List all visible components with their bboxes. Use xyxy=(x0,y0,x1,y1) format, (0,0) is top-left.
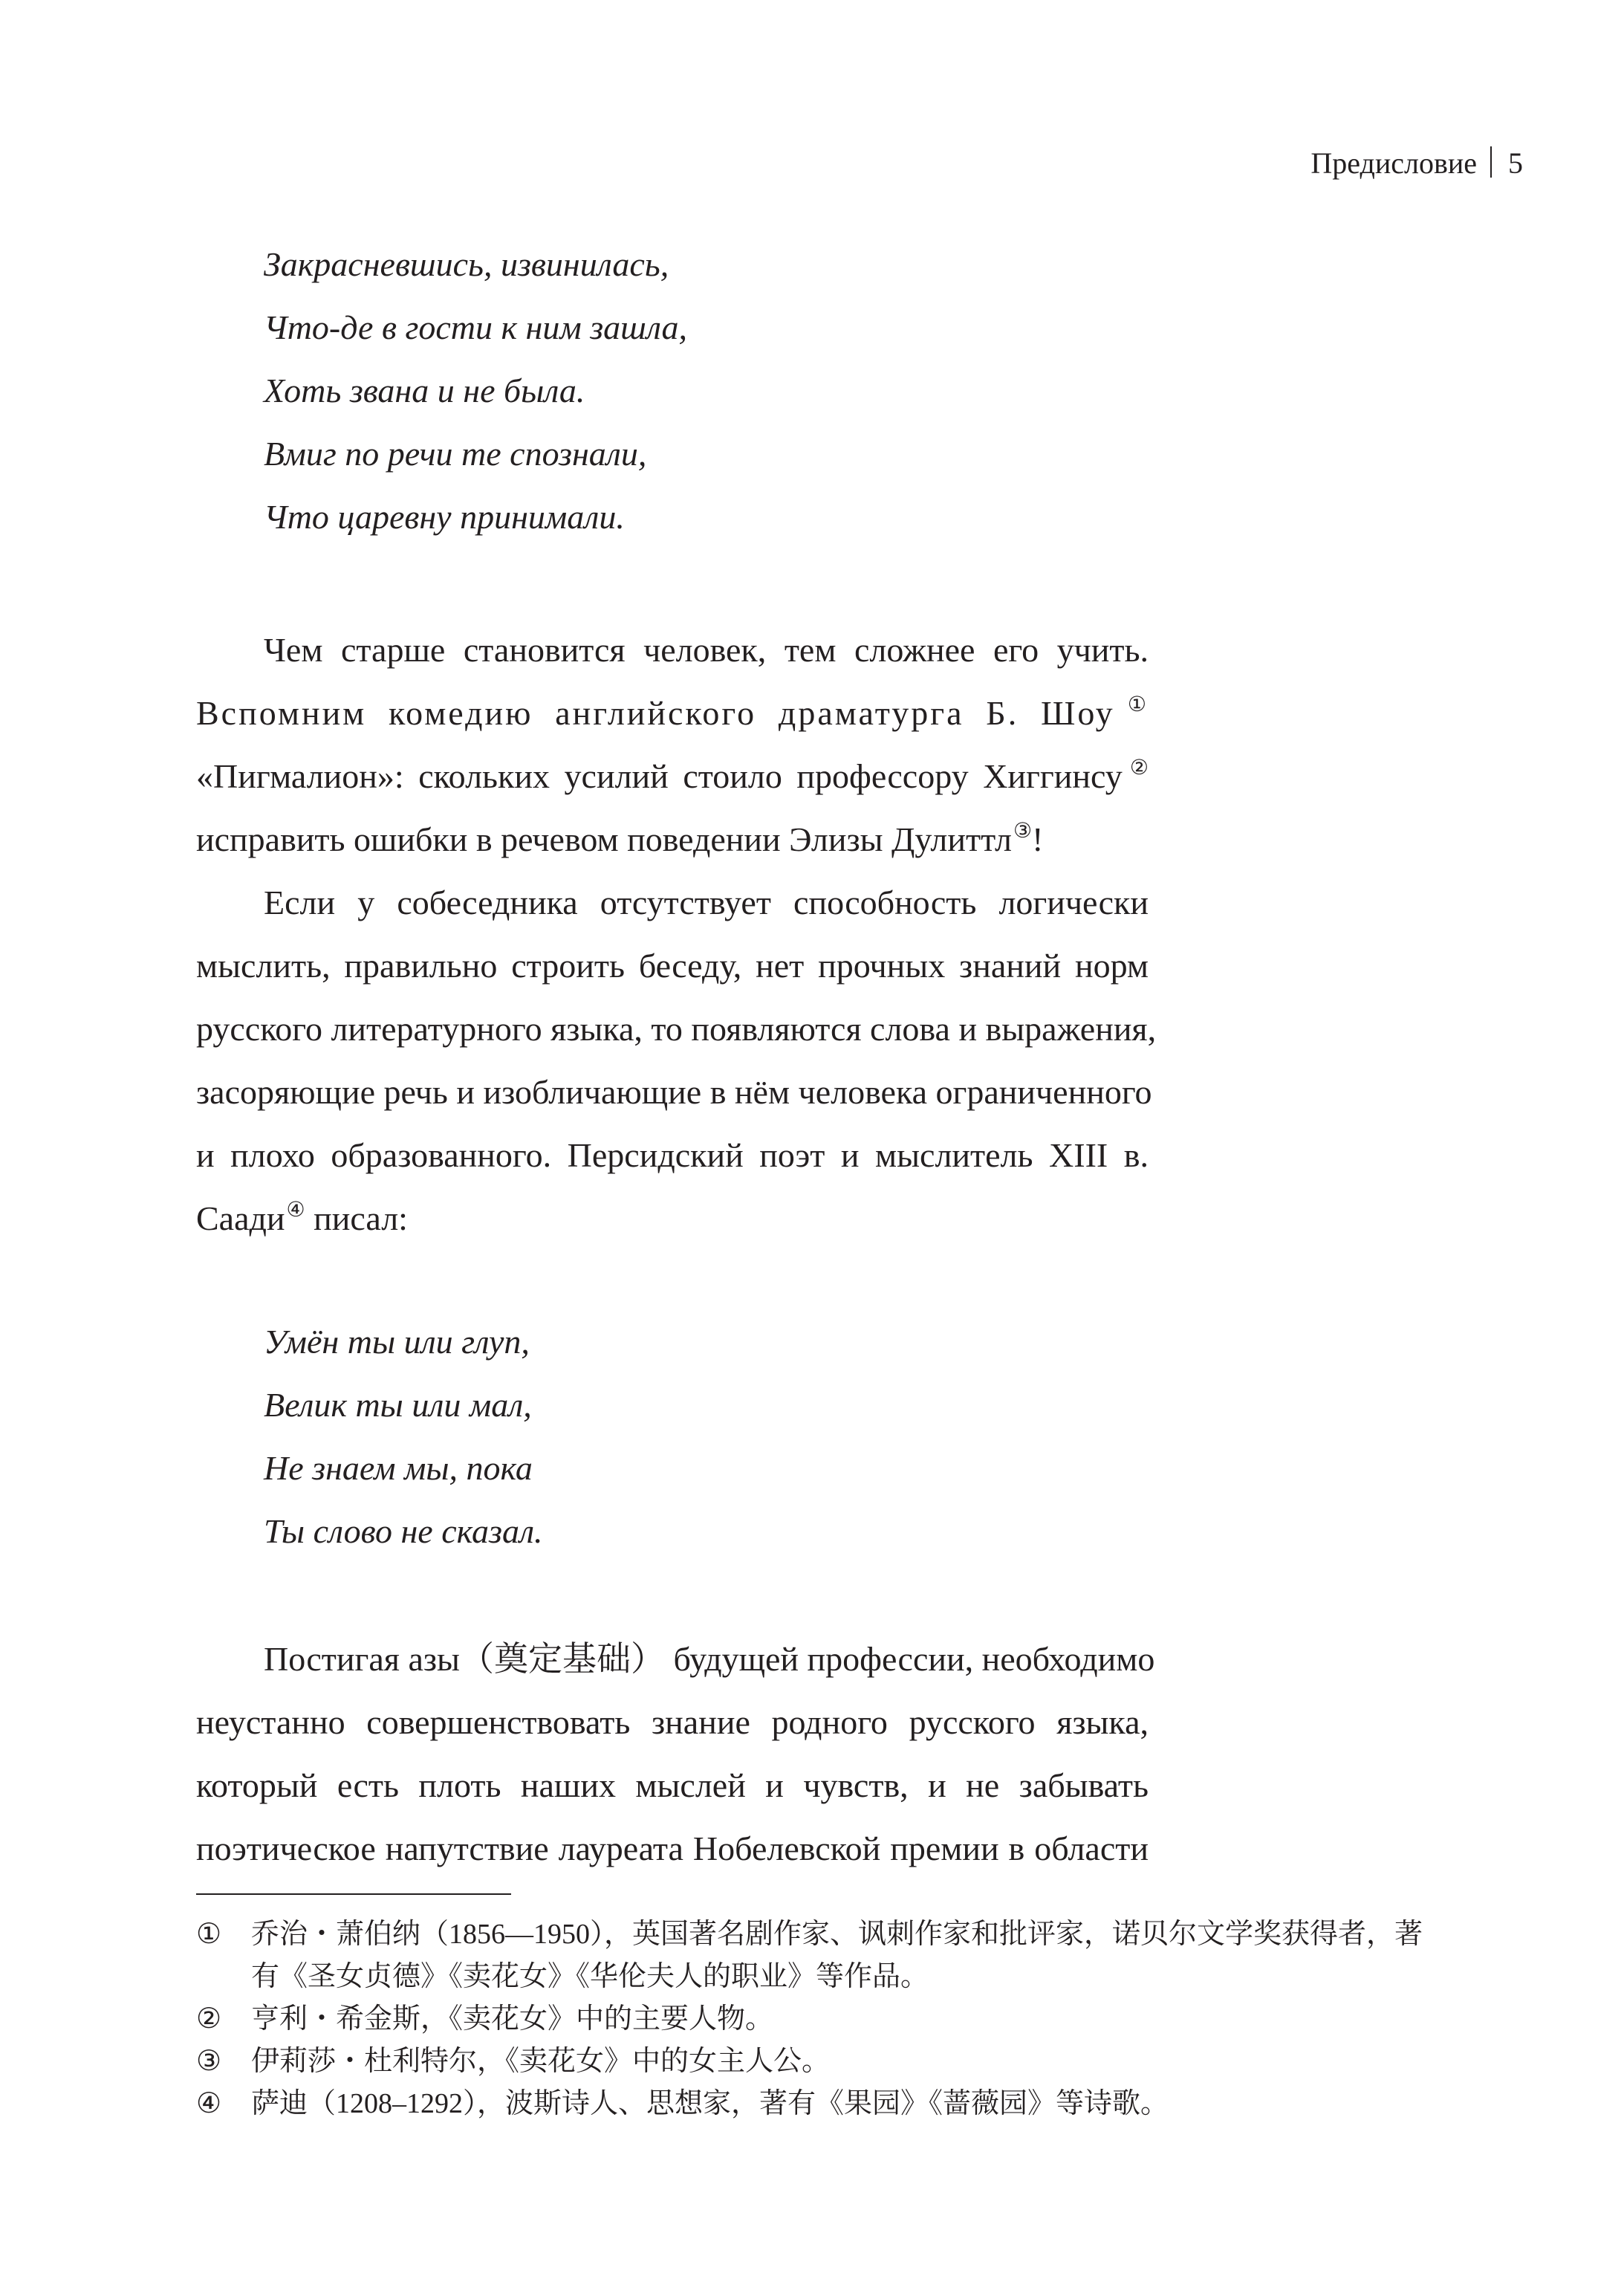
running-head-divider xyxy=(1490,146,1492,178)
poem-line: Вмиг по речи те спознали, xyxy=(264,435,647,473)
poem-pushkin xyxy=(264,233,687,548)
footnote-ref-1: ① xyxy=(1116,693,1149,716)
paragraph-1 xyxy=(196,618,1149,871)
footnote-divider xyxy=(196,1893,511,1895)
text-line-end: ! xyxy=(1032,820,1044,858)
footnote-number: ① xyxy=(196,1919,222,1950)
paragraph-3 xyxy=(196,1627,1155,1880)
text-line: неустанно совершенствовать знание родного русского языка, xyxy=(196,1703,1149,1741)
text-line xyxy=(196,1187,1149,1250)
poem-line: Хоть звана и не была. xyxy=(264,372,585,409)
footnote-text: 乔治・萧伯纳（1856—1950），英国著名剧作家、讽刺作家和批评家，诺贝尔文学奖获得者，著 xyxy=(251,1919,1423,1950)
text-line: который есть плоть наших мыслей и чувств, и не забывать xyxy=(196,1766,1149,1804)
poem-line: Ты слово не сказал. xyxy=(264,1512,543,1550)
footnote-text: 伊莉莎・杜利特尔，《卖花女》中的女主人公。 xyxy=(251,2046,831,2077)
text-line: мыслить, правильно строить беседу, нет прочных знаний норм xyxy=(196,947,1149,985)
text-line xyxy=(196,681,1149,745)
text-line-body: исправить ошибки в речевом поведении Элизы Дулиттл xyxy=(196,820,1012,858)
footnote-2 xyxy=(196,1998,1481,2040)
page-number: 5 xyxy=(1508,146,1523,180)
footnote-text: 有《圣女贞德》《卖花女》《华伦夫人的职业》等作品。 xyxy=(251,1961,929,1992)
footnote-text: 萨迪（1208–1292），波斯诗人、思想家，著有《果园》《蔷薇园》等诗歌。 xyxy=(251,2088,1169,2119)
running-head xyxy=(1310,145,1523,182)
poem-line: Что царевну принимали. xyxy=(264,498,625,536)
poem-line: Что-де в гости к ним зашла, xyxy=(264,308,688,346)
poem-line: Не знаем мы, пока xyxy=(264,1449,533,1487)
text-line: Если у собеседника отсутствует способность логически xyxy=(264,884,1149,921)
footnote-1 xyxy=(196,1913,1481,1998)
text-line-body: Саади xyxy=(196,1199,285,1237)
text-line: Чем старше становится человек, тем сложнее его учить. xyxy=(264,631,1149,669)
footnote-ref-2: ② xyxy=(1123,756,1149,779)
footnote-4 xyxy=(196,2083,1481,2125)
text-line xyxy=(196,745,1149,808)
footnote-3 xyxy=(196,2040,1481,2083)
poem-line: Велик ты или мал, xyxy=(264,1386,532,1424)
text-line-body: «Пигмалион»: скольких усилий стоило профессору Хиггинсу xyxy=(196,757,1123,795)
text-line: русского литературного языка, то появляются слова и выражения, xyxy=(196,1010,1157,1048)
text-line: Постигая азы（奠定基础） будущей профессии, необходимо xyxy=(264,1640,1155,1678)
text-line-body: Вспомним комедию английского драматурга Б. Шоу xyxy=(196,694,1115,732)
poem-line: Закрасневшись, извинилась, xyxy=(264,245,669,283)
footnote-number: ③ xyxy=(196,2046,222,2077)
poem-line: Умён ты или глуп, xyxy=(264,1323,530,1361)
text-line: поэтическое напутствие лауреата Нобелевской премии в области xyxy=(196,1829,1149,1867)
footnotes xyxy=(196,1913,1481,2125)
footnote-text: 亨利・希金斯，《卖花女》中的主要人物。 xyxy=(251,2003,774,2035)
text-line: засоряющие речь и изобличающие в нём человека ограниченного xyxy=(196,1073,1152,1111)
footnote-ref-4: ④ xyxy=(286,1199,305,1222)
poem-saadi xyxy=(264,1310,543,1563)
footnote-ref-3: ③ xyxy=(1013,820,1033,843)
footnote-number: ② xyxy=(196,2003,222,2035)
paragraph-2 xyxy=(196,871,1157,1250)
running-head-title: Предисловие xyxy=(1310,146,1477,180)
text-line-end: писал: xyxy=(305,1199,408,1237)
text-line: и плохо образованного. Персидский поэт и мыслитель XIII в. xyxy=(196,1136,1149,1174)
footnote-number: ④ xyxy=(196,2088,222,2119)
text-line xyxy=(196,808,1149,871)
